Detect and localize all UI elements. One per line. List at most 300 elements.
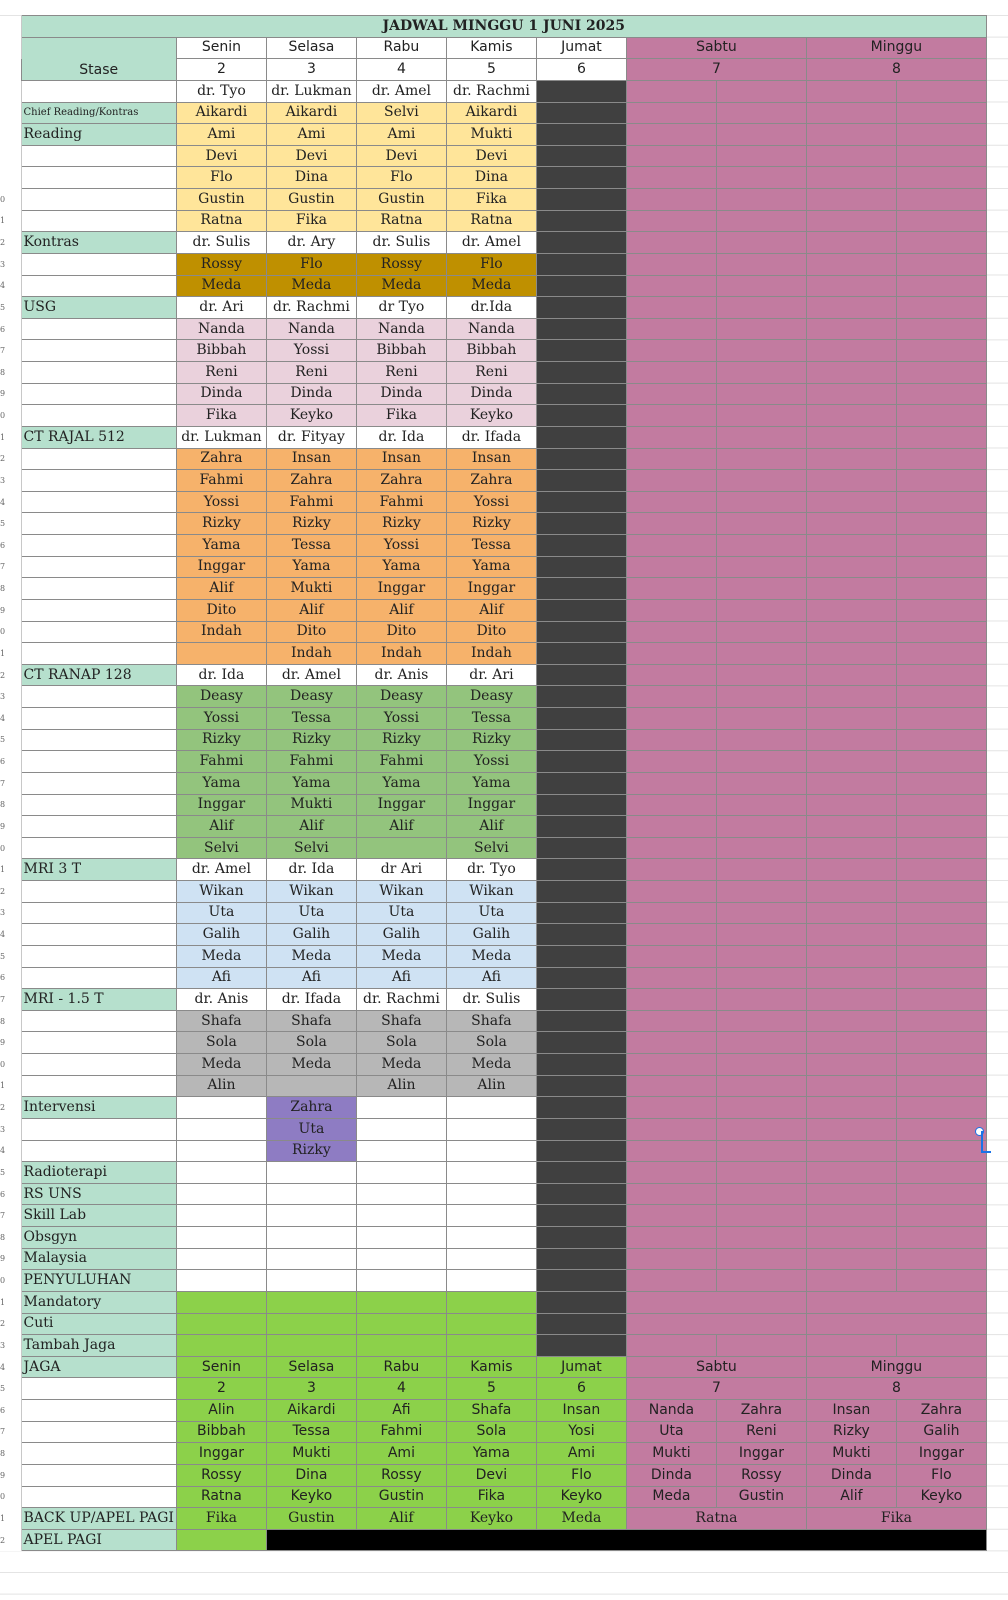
schedule-cell[interactable]: Alif <box>266 816 356 838</box>
jaga-cell[interactable]: Zahra <box>716 1400 806 1422</box>
schedule-cell[interactable] <box>176 1140 266 1162</box>
schedule-cell[interactable]: Fahmi <box>176 751 266 773</box>
schedule-cell[interactable]: Bibbah <box>356 340 446 362</box>
schedule-cell[interactable] <box>176 1227 266 1249</box>
jaga-cell[interactable]: Dinda <box>806 1464 896 1486</box>
schedule-cell[interactable]: dr. Ari <box>176 297 266 319</box>
schedule-cell[interactable]: Meda <box>266 945 356 967</box>
schedule-cell[interactable]: Yossi <box>446 491 536 513</box>
schedule-cell[interactable]: dr. Rachmi <box>446 80 536 102</box>
jaga-cell[interactable]: Insan <box>806 1400 896 1422</box>
schedule-cell[interactable]: Alif <box>446 816 536 838</box>
schedule-cell[interactable]: Gustin <box>176 189 266 211</box>
schedule-cell[interactable]: Ratna <box>356 210 446 232</box>
schedule-cell[interactable]: Alin <box>356 1075 446 1097</box>
schedule-cell[interactable] <box>176 1205 266 1227</box>
schedule-cell[interactable] <box>446 1270 536 1292</box>
schedule-cell[interactable]: Reni <box>356 362 446 384</box>
schedule-cell[interactable]: Dito <box>356 621 446 643</box>
jaga-cell[interactable]: Flo <box>896 1464 986 1486</box>
schedule-cell[interactable]: Shafa <box>176 1010 266 1032</box>
schedule-cell[interactable]: Shafa <box>446 1010 536 1032</box>
schedule-cell[interactable]: Yama <box>446 772 536 794</box>
schedule-cell[interactable] <box>446 1183 536 1205</box>
schedule-cell[interactable]: Yossi <box>266 340 356 362</box>
schedule-cell[interactable]: Zahra <box>176 448 266 470</box>
jaga-cell[interactable]: Mukti <box>626 1443 716 1465</box>
schedule-cell[interactable] <box>356 1162 446 1184</box>
schedule-cell[interactable]: Uta <box>446 902 536 924</box>
schedule-cell[interactable]: Meda <box>176 945 266 967</box>
jaga-cell[interactable]: Dinda <box>626 1464 716 1486</box>
schedule-cell[interactable]: Dito <box>176 599 266 621</box>
schedule-cell[interactable] <box>356 1335 446 1357</box>
schedule-cell[interactable] <box>356 1291 446 1313</box>
schedule-cell[interactable]: Reni <box>266 362 356 384</box>
jaga-cell[interactable]: Zahra <box>896 1400 986 1422</box>
schedule-cell[interactable] <box>356 1097 446 1119</box>
schedule-cell[interactable]: Ami <box>176 124 266 146</box>
jaga-cell[interactable]: Flo <box>536 1464 626 1486</box>
schedule-cell[interactable]: Meda <box>356 275 446 297</box>
schedule-cell[interactable] <box>356 1140 446 1162</box>
schedule-cell[interactable]: Ratna <box>176 210 266 232</box>
schedule-cell[interactable] <box>176 643 266 665</box>
jaga-cell[interactable]: Keyko <box>266 1486 356 1508</box>
schedule-cell[interactable]: Afi <box>446 967 536 989</box>
schedule-cell[interactable]: Keyko <box>266 405 356 427</box>
schedule-cell[interactable]: Meda <box>266 275 356 297</box>
schedule-cell[interactable]: Inggar <box>356 578 446 600</box>
schedule-cell[interactable]: Galih <box>176 924 266 946</box>
schedule-cell[interactable]: Aikardi <box>446 102 536 124</box>
schedule-cell[interactable]: dr.Ida <box>446 297 536 319</box>
schedule-cell[interactable] <box>356 1205 446 1227</box>
schedule-cell[interactable]: dr. Amel <box>266 664 356 686</box>
schedule-cell[interactable]: Mukti <box>266 794 356 816</box>
schedule-cell[interactable]: Rizky <box>356 729 446 751</box>
schedule-cell[interactable]: Mukti <box>446 124 536 146</box>
schedule-cell[interactable]: dr Ari <box>356 859 446 881</box>
schedule-cell[interactable]: Devi <box>176 145 266 167</box>
schedule-cell[interactable]: Nanda <box>446 318 536 340</box>
schedule-cell[interactable] <box>266 1313 356 1335</box>
schedule-cell[interactable]: dr. Amel <box>446 232 536 254</box>
schedule-cell[interactable]: Inggar <box>176 794 266 816</box>
schedule-cell[interactable]: Insan <box>356 448 446 470</box>
schedule-cell[interactable]: Yama <box>446 556 536 578</box>
schedule-cell[interactable]: Alin <box>176 1075 266 1097</box>
schedule-cell[interactable]: Fika <box>176 405 266 427</box>
schedule-cell[interactable] <box>176 1097 266 1119</box>
schedule-cell[interactable]: Zahra <box>446 470 536 492</box>
jaga-cell[interactable]: Yama <box>446 1443 536 1465</box>
schedule-cell[interactable]: Tessa <box>266 535 356 557</box>
schedule-cell[interactable]: Afi <box>266 967 356 989</box>
schedule-cell[interactable]: Wikan <box>266 881 356 903</box>
schedule-cell[interactable]: Meda <box>266 1054 356 1076</box>
schedule-cell[interactable]: Fika <box>446 189 536 211</box>
schedule-cell[interactable]: dr. Ary <box>266 232 356 254</box>
backup-cell[interactable]: Gustin <box>266 1508 356 1530</box>
schedule-cell[interactable]: dr. Fityay <box>266 426 356 448</box>
empty-cell <box>21 1140 176 1162</box>
schedule-cell[interactable]: Uta <box>266 902 356 924</box>
jaga-cell[interactable]: Devi <box>446 1464 536 1486</box>
schedule-cell[interactable] <box>266 1183 356 1205</box>
schedule-cell[interactable]: Dinda <box>176 383 266 405</box>
schedule-cell[interactable] <box>356 1118 446 1140</box>
schedule-cell[interactable]: Galih <box>446 924 536 946</box>
schedule-cell[interactable] <box>446 1140 536 1162</box>
schedule-cell[interactable]: Yossi <box>446 751 536 773</box>
schedule-cell[interactable] <box>266 1075 356 1097</box>
schedule-cell[interactable] <box>266 1162 356 1184</box>
schedule-cell[interactable]: Rossy <box>176 253 266 275</box>
schedule-cell[interactable]: Selvi <box>446 837 536 859</box>
schedule-cell[interactable]: Uta <box>176 902 266 924</box>
weekend-cell <box>896 751 986 773</box>
schedule-cell[interactable]: Wikan <box>446 881 536 903</box>
schedule-cell[interactable]: Zahra <box>266 470 356 492</box>
schedule-cell[interactable]: Rizky <box>446 729 536 751</box>
schedule-cell[interactable] <box>446 1118 536 1140</box>
backup-minggu[interactable]: Fika <box>806 1508 986 1530</box>
jaga-cell[interactable]: Inggar <box>896 1443 986 1465</box>
schedule-cell[interactable]: Reni <box>176 362 266 384</box>
schedule-cell[interactable]: Inggar <box>176 556 266 578</box>
jaga-cell[interactable]: Rossy <box>356 1464 446 1486</box>
schedule-cell[interactable]: dr. Rachmi <box>266 297 356 319</box>
schedule-cell[interactable]: Deasy <box>446 686 536 708</box>
schedule-cell[interactable]: Devi <box>356 145 446 167</box>
row-number: 9 <box>0 599 21 621</box>
schedule-cell[interactable]: Meda <box>356 945 446 967</box>
schedule-cell[interactable] <box>356 1248 446 1270</box>
weekend-cell <box>806 1075 896 1097</box>
schedule-cell[interactable]: Afi <box>176 967 266 989</box>
schedule-cell[interactable]: dr. Lukman <box>176 426 266 448</box>
schedule-cell[interactable]: Rizky <box>176 513 266 535</box>
schedule-cell[interactable]: Yossi <box>176 708 266 730</box>
jaga-cell[interactable]: Dina <box>266 1464 356 1486</box>
schedule-cell[interactable]: Dito <box>266 621 356 643</box>
schedule-cell[interactable] <box>176 1270 266 1292</box>
schedule-cell[interactable] <box>266 1291 356 1313</box>
schedule-cell[interactable]: Alif <box>266 599 356 621</box>
backup-cell[interactable]: Fika <box>176 1508 266 1530</box>
schedule-cell[interactable]: Deasy <box>356 686 446 708</box>
schedule-cell[interactable]: Alif <box>176 816 266 838</box>
schedule-cell[interactable]: Flo <box>176 167 266 189</box>
schedule-cell[interactable]: Alif <box>176 578 266 600</box>
schedule-cell[interactable]: Yama <box>176 535 266 557</box>
schedule-cell[interactable]: Insan <box>266 448 356 470</box>
backup-cell[interactable]: Keyko <box>446 1508 536 1530</box>
schedule-cell[interactable]: Galih <box>266 924 356 946</box>
schedule-cell[interactable]: Ami <box>356 124 446 146</box>
jaga-cell[interactable]: Reni <box>716 1421 806 1443</box>
schedule-cell[interactable]: Keyko <box>446 405 536 427</box>
schedule-cell[interactable]: Meda <box>446 1054 536 1076</box>
schedule-cell[interactable] <box>446 1248 536 1270</box>
schedule-cell[interactable]: Fika <box>356 405 446 427</box>
schedule-cell[interactable]: Fahmi <box>356 491 446 513</box>
jaga-cell[interactable]: Alin <box>176 1400 266 1422</box>
schedule-cell[interactable] <box>266 1227 356 1249</box>
schedule-cell[interactable]: dr. Sulis <box>356 232 446 254</box>
schedule-cell[interactable]: Inggar <box>446 794 536 816</box>
schedule-cell[interactable]: Uta <box>266 1118 356 1140</box>
jaga-cell[interactable]: Tessa <box>266 1421 356 1443</box>
jaga-cell[interactable]: Aikardi <box>266 1400 356 1422</box>
backup-sabtu[interactable]: Ratna <box>626 1508 806 1530</box>
schedule-cell[interactable]: Yossi <box>356 708 446 730</box>
jaga-cell[interactable]: Yosi <box>536 1421 626 1443</box>
schedule-cell[interactable]: Yossi <box>356 535 446 557</box>
schedule-cell[interactable]: Selvi <box>176 837 266 859</box>
schedule-cell[interactable]: Alif <box>356 599 446 621</box>
schedule-cell[interactable]: dr. Anis <box>176 989 266 1011</box>
schedule-cell[interactable]: dr. Rachmi <box>356 989 446 1011</box>
schedule-cell[interactable]: Zahra <box>266 1097 356 1119</box>
schedule-cell[interactable]: Dina <box>446 167 536 189</box>
schedule-cell[interactable] <box>266 1205 356 1227</box>
schedule-cell[interactable]: Indah <box>266 643 356 665</box>
schedule-cell[interactable]: Rossy <box>356 253 446 275</box>
jaga-cell[interactable]: Ami <box>356 1443 446 1465</box>
schedule-cell[interactable]: Yama <box>176 772 266 794</box>
schedule-cell[interactable]: Flo <box>266 253 356 275</box>
schedule-cell[interactable]: dr. Ari <box>446 664 536 686</box>
schedule-cell[interactable]: Fika <box>266 210 356 232</box>
schedule-cell[interactable]: Nanda <box>356 318 446 340</box>
schedule-cell[interactable]: Meda <box>176 275 266 297</box>
schedule-cell[interactable] <box>446 1162 536 1184</box>
schedule-cell[interactable] <box>266 1248 356 1270</box>
jaga-cell[interactable]: Galih <box>896 1421 986 1443</box>
jaga-cell[interactable]: Gustin <box>716 1486 806 1508</box>
jaga-cell[interactable]: Afi <box>356 1400 446 1422</box>
schedule-cell[interactable]: Meda <box>446 275 536 297</box>
schedule-cell[interactable]: Yama <box>356 556 446 578</box>
schedule-cell[interactable]: Zahra <box>356 470 446 492</box>
schedule-cell[interactable]: Selvi <box>266 837 356 859</box>
schedule-cell[interactable]: Yama <box>356 772 446 794</box>
schedule-cell[interactable]: Mukti <box>266 578 356 600</box>
schedule-cell[interactable]: Dinda <box>356 383 446 405</box>
schedule-cell[interactable]: Devi <box>446 145 536 167</box>
schedule-cell[interactable]: Rizky <box>176 729 266 751</box>
weekend-cell <box>896 318 986 340</box>
schedule-cell[interactable]: Dinda <box>446 383 536 405</box>
jaga-cell[interactable]: Bibbah <box>176 1421 266 1443</box>
schedule-cell[interactable]: dr. Ida <box>356 426 446 448</box>
row-number: 6 <box>0 318 21 340</box>
jaga-cell[interactable]: Keyko <box>536 1486 626 1508</box>
schedule-cell[interactable]: Bibbah <box>446 340 536 362</box>
jaga-cell[interactable]: Insan <box>536 1400 626 1422</box>
jaga-cell[interactable]: Mukti <box>806 1443 896 1465</box>
row-number: 3 <box>0 253 21 275</box>
schedule-cell[interactable]: Shafa <box>356 1010 446 1032</box>
schedule-cell[interactable]: Uta <box>356 902 446 924</box>
schedule-cell[interactable]: Deasy <box>266 686 356 708</box>
schedule-cell[interactable]: Aikardi <box>266 102 356 124</box>
schedule-cell[interactable] <box>266 1335 356 1357</box>
schedule-cell[interactable]: Dina <box>266 167 356 189</box>
schedule-cell[interactable]: Afi <box>356 967 446 989</box>
schedule-cell[interactable] <box>446 1097 536 1119</box>
schedule-cell[interactable]: Sola <box>446 1032 536 1054</box>
schedule-cell[interactable]: Devi <box>266 145 356 167</box>
schedule-cell[interactable]: Indah <box>446 643 536 665</box>
jaga-cell[interactable]: Mukti <box>266 1443 356 1465</box>
schedule-cell[interactable]: Sola <box>266 1032 356 1054</box>
schedule-cell[interactable]: dr. Lukman <box>266 80 356 102</box>
schedule-cell[interactable] <box>356 1183 446 1205</box>
schedule-cell[interactable]: Insan <box>446 448 536 470</box>
schedule-cell[interactable]: Sola <box>176 1032 266 1054</box>
schedule-cell[interactable]: Dito <box>446 621 536 643</box>
schedule-cell[interactable]: dr. Sulis <box>176 232 266 254</box>
jaga-cell[interactable]: Rizky <box>806 1421 896 1443</box>
jaga-cell[interactable]: Rossy <box>176 1464 266 1486</box>
schedule-cell[interactable]: Gustin <box>266 189 356 211</box>
schedule-cell[interactable]: Alif <box>446 599 536 621</box>
schedule-cell[interactable]: dr. Sulis <box>446 989 536 1011</box>
schedule-cell[interactable]: dr. Ifada <box>446 426 536 448</box>
schedule-cell[interactable]: dr. Amel <box>176 859 266 881</box>
schedule-cell[interactable]: Ratna <box>446 210 536 232</box>
schedule-cell[interactable]: Rizky <box>266 1140 356 1162</box>
jaga-cell[interactable]: Ami <box>536 1443 626 1465</box>
schedule-cell[interactable] <box>176 1183 266 1205</box>
schedule-cell[interactable]: Yossi <box>176 491 266 513</box>
schedule-cell[interactable] <box>446 1205 536 1227</box>
jaga-cell[interactable]: Keyko <box>896 1486 986 1508</box>
schedule-cell[interactable]: dr. Amel <box>356 80 446 102</box>
schedule-cell[interactable] <box>446 1313 536 1335</box>
schedule-cell[interactable]: Flo <box>356 167 446 189</box>
jaga-cell[interactable]: Ratna <box>176 1486 266 1508</box>
schedule-cell[interactable] <box>176 1313 266 1335</box>
schedule-cell[interactable]: Inggar <box>446 578 536 600</box>
schedule-cell[interactable] <box>176 1248 266 1270</box>
schedule-cell[interactable]: Meda <box>446 945 536 967</box>
jaga-cell[interactable]: Alif <box>806 1486 896 1508</box>
schedule-cell[interactable]: dr Tyo <box>356 297 446 319</box>
schedule-cell[interactable] <box>446 1291 536 1313</box>
jaga-cell[interactable]: Meda <box>626 1486 716 1508</box>
schedule-cell[interactable]: Aikardi <box>176 102 266 124</box>
schedule-cell[interactable]: Alin <box>446 1075 536 1097</box>
jaga-cell[interactable]: Sola <box>446 1421 536 1443</box>
schedule-cell[interactable] <box>176 1335 266 1357</box>
jaga-cell[interactable]: Inggar <box>716 1443 806 1465</box>
schedule-cell[interactable]: Deasy <box>176 686 266 708</box>
schedule-cell[interactable]: dr. Ifada <box>266 989 356 1011</box>
schedule-cell[interactable]: Rizky <box>446 513 536 535</box>
schedule-cell[interactable]: Selvi <box>356 102 446 124</box>
schedule-cell[interactable] <box>356 837 446 859</box>
schedule-cell[interactable]: Fahmi <box>266 751 356 773</box>
jumat-off-cell <box>536 1227 626 1249</box>
schedule-cell[interactable]: Shafa <box>266 1010 356 1032</box>
schedule-cell[interactable] <box>446 1227 536 1249</box>
jaga-cell[interactable]: Gustin <box>356 1486 446 1508</box>
schedule-cell[interactable]: Indah <box>176 621 266 643</box>
schedule-cell[interactable]: dr. Tyo <box>176 80 266 102</box>
schedule-cell[interactable]: Gustin <box>356 189 446 211</box>
jaga-cell[interactable]: Shafa <box>446 1400 536 1422</box>
schedule-cell[interactable] <box>356 1270 446 1292</box>
schedule-cell[interactable]: Bibbah <box>176 340 266 362</box>
backup-cell[interactable]: Meda <box>536 1508 626 1530</box>
schedule-cell[interactable] <box>446 1335 536 1357</box>
schedule-cell[interactable]: Meda <box>356 1054 446 1076</box>
schedule-cell[interactable]: Fahmi <box>266 491 356 513</box>
jaga-cell[interactable]: Rossy <box>716 1464 806 1486</box>
jaga-cell[interactable]: Nanda <box>626 1400 716 1422</box>
schedule-cell[interactable]: Tessa <box>446 535 536 557</box>
schedule-cell[interactable]: Yama <box>266 556 356 578</box>
schedule-cell[interactable]: Indah <box>356 643 446 665</box>
schedule-cell[interactable]: Inggar <box>356 794 446 816</box>
schedule-cell[interactable] <box>356 1313 446 1335</box>
weekend-cell <box>716 816 806 838</box>
schedule-cell[interactable]: Wikan <box>176 881 266 903</box>
schedule-cell[interactable] <box>176 1291 266 1313</box>
schedule-cell[interactable] <box>356 1227 446 1249</box>
schedule-cell[interactable]: Yama <box>266 772 356 794</box>
schedule-cell[interactable]: Galih <box>356 924 446 946</box>
schedule-cell[interactable]: Fahmi <box>356 751 446 773</box>
schedule-cell[interactable]: Fahmi <box>176 470 266 492</box>
schedule-cell[interactable]: Nanda <box>266 318 356 340</box>
schedule-cell[interactable]: Rizky <box>266 729 356 751</box>
row-number: 4 <box>0 491 21 513</box>
schedule-cell[interactable] <box>176 1162 266 1184</box>
schedule-cell[interactable]: dr. Tyo <box>446 859 536 881</box>
schedule-cell[interactable]: Meda <box>176 1054 266 1076</box>
jaga-cell[interactable]: Uta <box>626 1421 716 1443</box>
apel-cell[interactable] <box>176 1529 266 1551</box>
jaga-cell[interactable]: Fahmi <box>356 1421 446 1443</box>
schedule-cell[interactable] <box>176 1118 266 1140</box>
schedule-cell[interactable]: Reni <box>446 362 536 384</box>
jaga-cell[interactable]: Fika <box>446 1486 536 1508</box>
schedule-cell[interactable]: Tessa <box>266 708 356 730</box>
schedule-cell[interactable]: Tessa <box>446 708 536 730</box>
schedule-cell[interactable]: Nanda <box>176 318 266 340</box>
schedule-cell[interactable]: Ami <box>266 124 356 146</box>
jumat-off-cell <box>536 448 626 470</box>
schedule-cell[interactable]: Sola <box>356 1032 446 1054</box>
schedule-cell[interactable]: Alif <box>356 816 446 838</box>
schedule-cell[interactable]: Flo <box>446 253 536 275</box>
schedule-cell[interactable]: dr. Ida <box>266 859 356 881</box>
schedule-cell[interactable]: Dinda <box>266 383 356 405</box>
schedule-cell[interactable]: Rizky <box>266 513 356 535</box>
schedule-cell[interactable]: Rizky <box>356 513 446 535</box>
jaga-cell[interactable]: Inggar <box>176 1443 266 1465</box>
schedule-cell[interactable] <box>266 1270 356 1292</box>
schedule-cell[interactable]: Wikan <box>356 881 446 903</box>
backup-cell[interactable]: Alif <box>356 1508 446 1530</box>
schedule-cell[interactable]: dr. Anis <box>356 664 446 686</box>
schedule-cell[interactable]: dr. Ida <box>176 664 266 686</box>
